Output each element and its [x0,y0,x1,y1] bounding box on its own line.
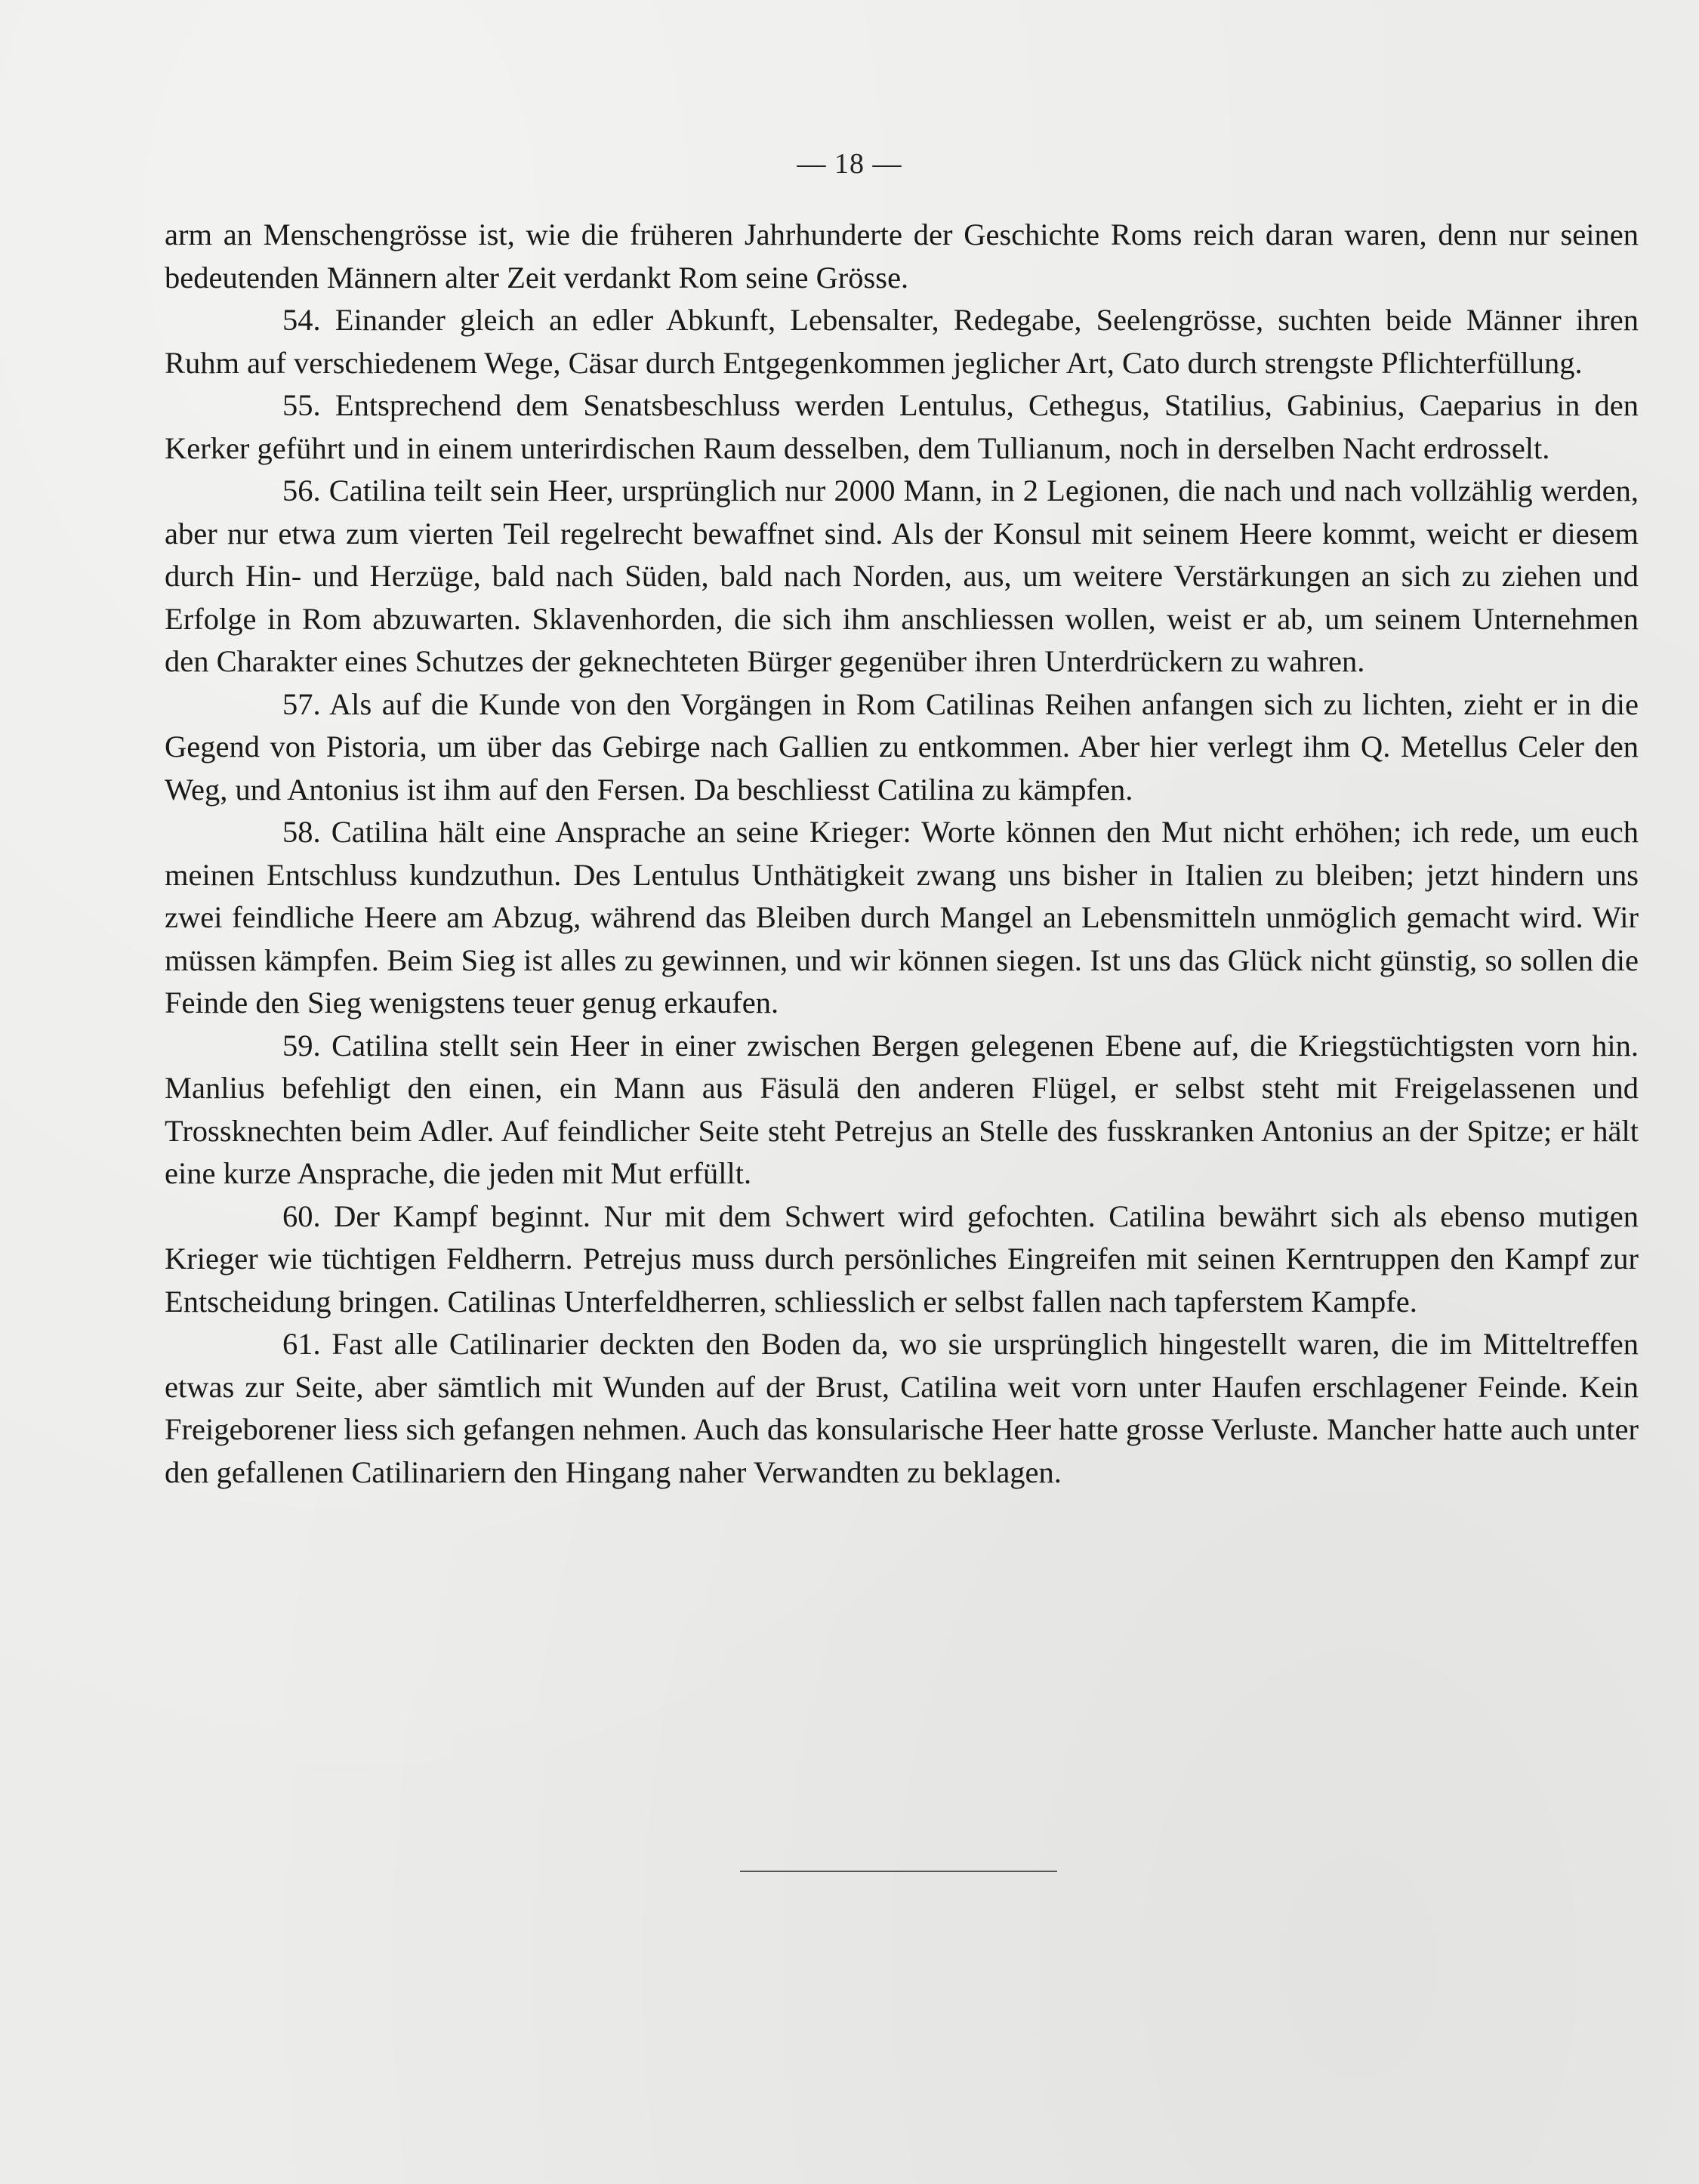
paragraph-text: Der Kampf beginnt. Nur mit dem Schwert wird gefochten. Catilina bewährt sich als ebenso mutigen Krieger wie tüchtigen Feldherrn. Petrejus muss durch persönliches Eingreifen mit seinen Kerntruppen den Kampf zur Entscheidung bringen. Catilinas Unterfeldherren, schliesslich er selbst fallen nach tapferstem Kampfe. [165,1198,1639,1319]
paragraph-number: 54. [282,303,321,337]
paragraph-59 [165,1025,1639,1195]
paragraph-text: Als auf die Kunde von den Vorgängen in Rom Catilinas Reihen anfangen sich zu lichten, zieht er in die Gegend von Pistoria, um über das Gebirge nach Gallien zu entkommen. Aber hier verlegt ihm Q. Metellus Celer den Weg, und Antonius ist ihm auf den Fersen. Da beschliesst Catilina zu kämpfen. [165,686,1639,807]
paragraph-number: 60. [282,1198,321,1233]
paragraph-text: Catilina hält eine Ansprache an seine Krieger: Worte können den Mut nicht erhöhen; ich rede, um euch meinen Entschluss kundzuthun. Des Lentulus Unthätigkeit zwang uns bisher in Italien zu bleiben; jetzt hindern uns zwei feindliche Heere am Abzug, während das Bleiben durch Mangel an Lebensmitteln unmöglich gemacht wird. Wir müssen kämpfen. Beim Sieg ist alles zu gewinnen, und wir können siegen. Ist uns das Glück nicht günstig, so sollen die Feinde den Sieg wenigstens teuer genug erkaufen. [165,815,1639,1020]
page-number: — 18 — [797,148,902,180]
paragraph-text: Entsprechend dem Senatsbeschluss werden Lentulus, Cethegus, Statilius, Gabinius, Caeparius in den Kerker geführt und in einem unterirdischen Raum desselben, dem Tullianum, noch in derselben Nacht erdrosselt. [165,388,1639,465]
paragraph-number: 56. [282,474,321,507]
paragraph-number: 58. [282,815,321,849]
paragraph-57 [165,683,1639,812]
paragraph-60 [165,1195,1639,1324]
paragraph-text: Fast alle Catilinarier deckten den Boden da, wo sie ursprünglich hingestellt waren, die im Mitteltreffen etwas zur Seite, aber sämtlich mit Wunden auf der Brust, Catilina weit vorn unter Haufen erschlagener Feinde. Kein Freigeborener liess sich gefangen nehmen. Auch das konsularische Heer hatte grosse Verluste. Mancher hatte auch unter den gefallenen Catilinariern den Hingang naher Verwandten zu beklagen. [165,1327,1639,1489]
paragraph-number: 59. [282,1028,321,1063]
paragraph-54 [165,299,1639,384]
paragraph-text: Catilina stellt sein Heer in einer zwischen Bergen gelegenen Ebene auf, die Kriegstüchtigsten vorn hin. Manlius befehligt den einen, ein Mann aus Fäsulä den anderen Flügel, er selbst steht mit Freigelassenen und Trossknechten beim Adler. Auf feindlicher Seite steht Petrejus an Stelle des fusskranken Antonius an der Spitze; er hält eine kurze Ansprache, die jeden mit Mut erfüllt. [165,1028,1639,1190]
footer-rule [740,1871,1057,1872]
paragraph-text: arm an Menschengrösse ist, wie die früheren Jahrhunderte der Geschichte Roms reich daran waren, denn nur seinen bedeutenden Männern alter Zeit verdankt Rom seine Grösse. [165,217,1639,295]
paragraph-61 [165,1323,1639,1494]
paragraph-58 [165,811,1639,1025]
paragraph-text: Einander gleich an edler Abkunft, Lebensalter, Redegabe, Seelengrösse, suchten beide Männer ihren Ruhm auf verschiedenem Wege, Cäsar durch Entgegenkommen jeglicher Art, Cato durch strengste Pflichterfüllung. [165,303,1639,380]
paragraph-56 [165,470,1639,683]
paragraph-55 [165,384,1639,470]
paragraph-number: 55. [282,388,321,422]
paragraph-continuation [165,214,1639,299]
body-text [165,214,1639,1494]
paragraph-text: Catilina teilt sein Heer, ursprünglich nur 2000 Mann, in 2 Legionen, die nach und nach vollzählig werden, aber nur etwa zum vierten Teil regelrecht bewaffnet sind. Als der Konsul mit seinem Heere kommt, weicht er diesem durch Hin- und Herzüge, bald nach Süden, bald nach Norden, aus, um weitere Verstärkungen an sich zu ziehen und Erfolge in Rom abzuwarten. Sklavenhorden, die sich ihm anschliessen wollen, weist er ab, um seinem Unternehmen den Charakter eines Schutzes der geknechteten Bürger gegenüber ihren Unterdrückern zu wahren. [165,474,1639,678]
paragraph-number: 57. [282,686,321,721]
paragraph-number: 61. [282,1327,321,1361]
